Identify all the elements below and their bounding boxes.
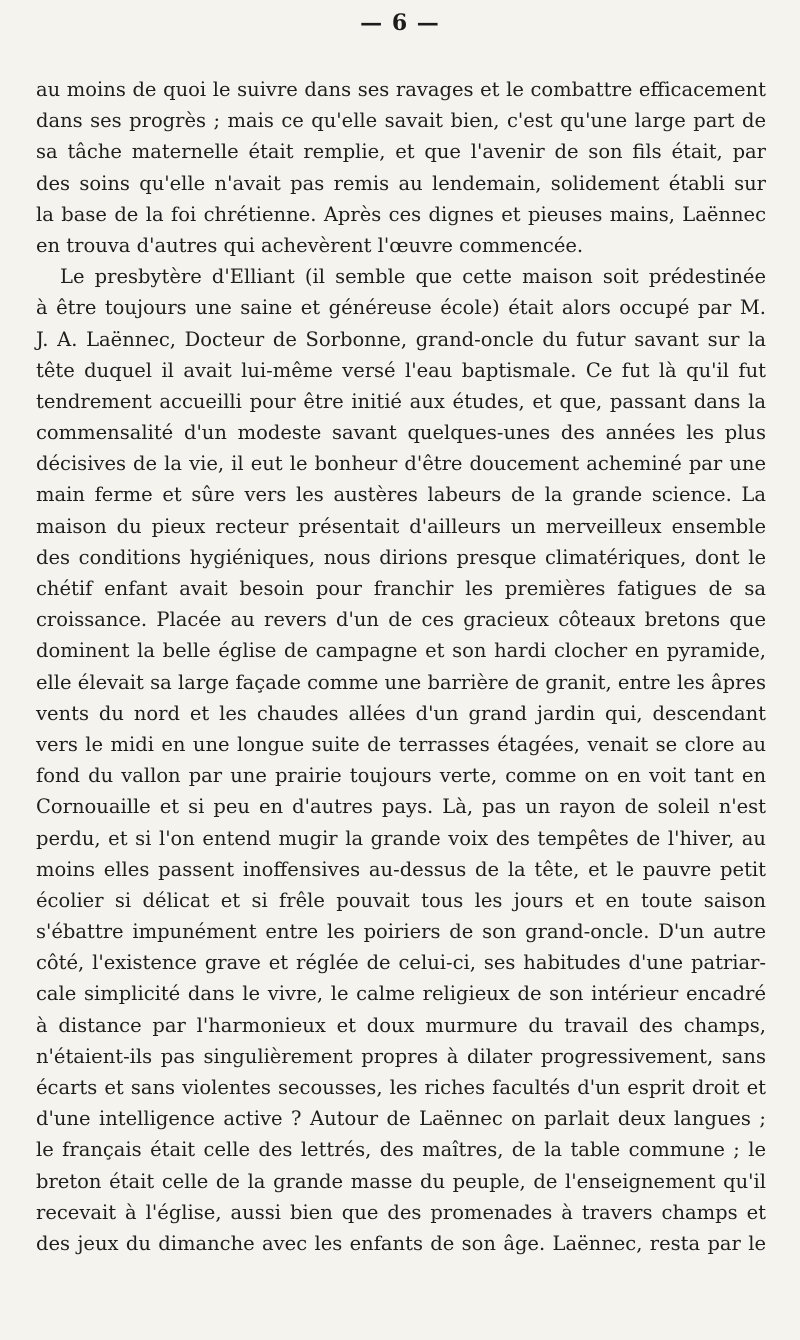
text-line: vents du nord et les chaudes allées d'un grand jardin qui, descendant [36, 701, 766, 725]
text-line: au moins de quoi le suivre dans ses ravages et le combattre efficacement [36, 78, 766, 101]
body-text [36, 74, 766, 1259]
text-line: d'une intelligence active ? Autour de Laënnec on parlait deux langues ; [36, 1107, 766, 1131]
text-line: tendrement accueilli pour être initié aux études, et que, passant dans la [36, 389, 766, 413]
text-line: J. A. Laënnec, Docteur de Sorbonne, grand-oncle du futur savant sur la [36, 327, 766, 351]
text-line: s'ébattre impunément entre les poiriers de son grand-oncle. D'un autre [36, 920, 766, 944]
text-line: le français était celle des lettrés, des maîtres, de la table commune ; le [36, 1138, 766, 1162]
text-line: maison du pieux recteur présentait d'ailleurs un merveilleux ensemble [36, 514, 766, 538]
text-line: dominent la belle église de campagne et son hardi clocher en pyramide, [36, 639, 766, 663]
text-line: croissance. Placée au revers d'un de ces gracieux côteaux bretons que [36, 608, 766, 632]
text-line: des conditions hygiéniques, nous dirions presque climatériques, dont le [36, 545, 766, 569]
text-line: côté, l'existence grave et réglée de celui-ci, ses habitudes d'une patriar- [36, 951, 766, 975]
text-line: Cornouaille et si peu en d'autres pays. Là, pas un rayon de soleil n'est [36, 795, 766, 819]
text-line: en trouva d'autres qui achevèrent l'œuvre commencée. [36, 233, 584, 257]
text-line: tête duquel il avait lui-même versé l'eau baptismale. Ce fut là qu'il fut [36, 358, 766, 382]
text-line: main ferme et sûre vers les austères labeurs de la grande science. La [36, 483, 766, 507]
text-line: Le presbytère d'Elliant (il semble que cette maison soit prédestinée [60, 265, 766, 289]
text-line: à distance par l'harmonieux et doux murmure du travail des champs, [36, 1013, 766, 1037]
text-line: fond du vallon par une prairie toujours verte, comme on en voit tant en [36, 764, 766, 788]
text-line: des jeux du dimanche avec les enfants de son âge. Laënnec, resta par le [36, 1231, 766, 1255]
text-line: sa tâche maternelle était remplie, et que l'avenir de son fils était, par [36, 140, 766, 164]
text-line: à être toujours une saine et généreuse école) était alors occupé par M. [36, 296, 766, 320]
text-line: commensalité d'un modeste savant quelques-unes des années les plus [36, 421, 766, 445]
text-line: chétif enfant avait besoin pour franchir les premières fatigues de sa [36, 577, 766, 600]
text-line: des soins qu'elle n'avait pas remis au lendemain, solidement établi sur [36, 171, 766, 195]
text-line: n'étaient-ils pas singulièrement propres à dilater progressivement, sans [36, 1044, 766, 1068]
text-line: décisives de la vie, il eut le bonheur d'être doucement acheminé par une [36, 452, 766, 476]
text-line: vers le midi en une longue suite de terrasses étagées, venait se clore au [36, 732, 766, 756]
page-number: — 6 — [360, 10, 440, 36]
text-line: écarts et sans violentes secousses, les riches facultés d'un esprit droit et [36, 1076, 766, 1099]
text-line: dans ses progrès ; mais ce qu'elle savait bien, c'est qu'une large part de [36, 109, 766, 133]
text-line: breton était celle de la grande masse du peuple, de l'enseignement qu'il [36, 1169, 766, 1193]
text-line: cale simplicité dans le vivre, le calme religieux de son intérieur encadré [36, 982, 766, 1006]
text-line: recevait à l'église, aussi bien que des promenades à travers champs et [36, 1200, 766, 1224]
text-line: écolier si délicat et si frêle pouvait tous les jours et en toute saison [36, 888, 766, 912]
text-line: la base de la foi chrétienne. Après ces dignes et pieuses mains, Laënnec [36, 202, 766, 226]
text-line: elle élevait sa large façade comme une barrière de granit, entre les âpres [36, 670, 766, 694]
text-line: perdu, et si l'on entend mugir la grande voix des tempêtes de l'hiver, au [36, 826, 766, 850]
text-line: moins elles passent inoffensives au-dessus de la tête, et le pauvre petit [36, 857, 766, 881]
